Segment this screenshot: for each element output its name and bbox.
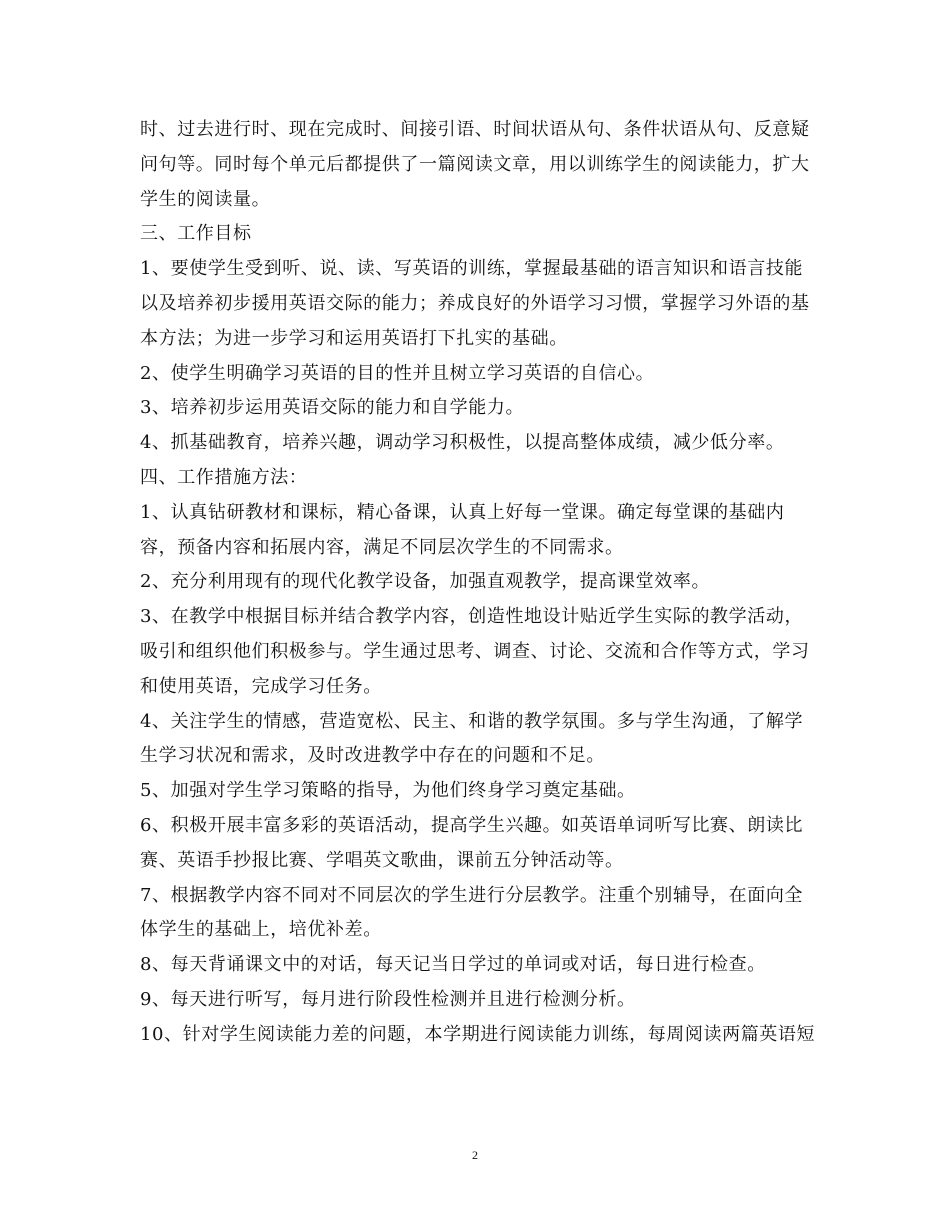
text-line: 4、关注学生的情感，营造宽松、民主、和谐的教学氛围。多与学生沟通，了解学: [140, 710, 804, 732]
text-line: 生学习状况和需求，及时改进教学中存在的问题和不足。: [140, 745, 605, 767]
text-line: 学生的阅读量。: [140, 188, 271, 210]
text-line: 8、每天背诵课文中的对话，每天记当日学过的单词或对话，每日进行检查。: [140, 954, 766, 976]
text-line: 5、加强对学生学习策略的指导，为他们终身学习奠定基础。: [140, 780, 636, 802]
text-line: 2、充分利用现有的现代化教学设备，加强直观教学，提高课堂效率。: [140, 571, 711, 593]
section-heading: 三、工作目标: [140, 223, 252, 245]
text-line: 2、使学生明确学习英语的目的性并且树立学习英语的自信心。: [140, 362, 655, 384]
text-line: 3、在教学中根据目标并结合教学内容，创造性地设计贴近学生实际的教学活动，: [140, 606, 804, 628]
text-line: 6、积极开展丰富多彩的英语活动，提高学生兴趣。如英语单词听写比赛、朗读比: [140, 814, 804, 836]
text-line: 以及培养初步援用英语交际的能力；养成良好的外语学习习惯，掌握学习外语的基: [140, 292, 810, 314]
text-line: 1、认真钻研教材和课标，精心备课，认真上好每一堂课。确定每堂课的基础内: [140, 501, 785, 523]
text-line: 3、培养初步运用英语交际的能力和自学能力。: [140, 397, 525, 419]
page-number: 2: [472, 1148, 478, 1162]
document-body: [140, 113, 820, 1053]
text-line: 9、每天进行听写，每月进行阶段性检测并且进行检测分析。: [140, 988, 636, 1010]
text-line: 和使用英语，完成学习任务。: [140, 675, 382, 697]
text-line: 4、抓基础教育，培养兴趣，调动学习积极性，以提高整体成绩，减少低分率。: [140, 432, 785, 454]
text-line: 体学生的基础上，培优补差。: [140, 919, 382, 941]
text-line: 1、要使学生受到听、说、读、写英语的训练，掌握最基础的语言知识和语言技能: [140, 258, 804, 280]
text-line: 吸引和组织他们积极参与。学生通过思考、调查、讨论、交流和合作等方式，学习: [140, 640, 810, 662]
text-line: 容，预备内容和拓展内容，满足不同层次学生的不同需求。: [140, 536, 624, 558]
text-line: 7、根据教学内容不同对不同层次的学生进行分层教学。注重个别辅导，在面向全: [140, 884, 804, 906]
text-line: 赛、英语手抄报比赛、学唱英文歌曲，课前五分钟活动等。: [140, 849, 624, 871]
text-line: 时、过去进行时、现在完成时、间接引语、时间状语从句、条件状语从句、反意疑: [140, 119, 810, 140]
text-line: 10、针对学生阅读能力差的问题，本学期进行阅读能力训练，每周阅读两篇英语短: [140, 1023, 816, 1045]
section-heading: 四、工作措施方法：: [140, 466, 308, 488]
text-line: 问句等。同时每个单元后都提供了一篇阅读文章，用以训练学生的阅读能力，扩大: [140, 153, 810, 175]
text-line: 本方法；为进一步学习和运用英语打下扎实的基础。: [140, 327, 568, 349]
